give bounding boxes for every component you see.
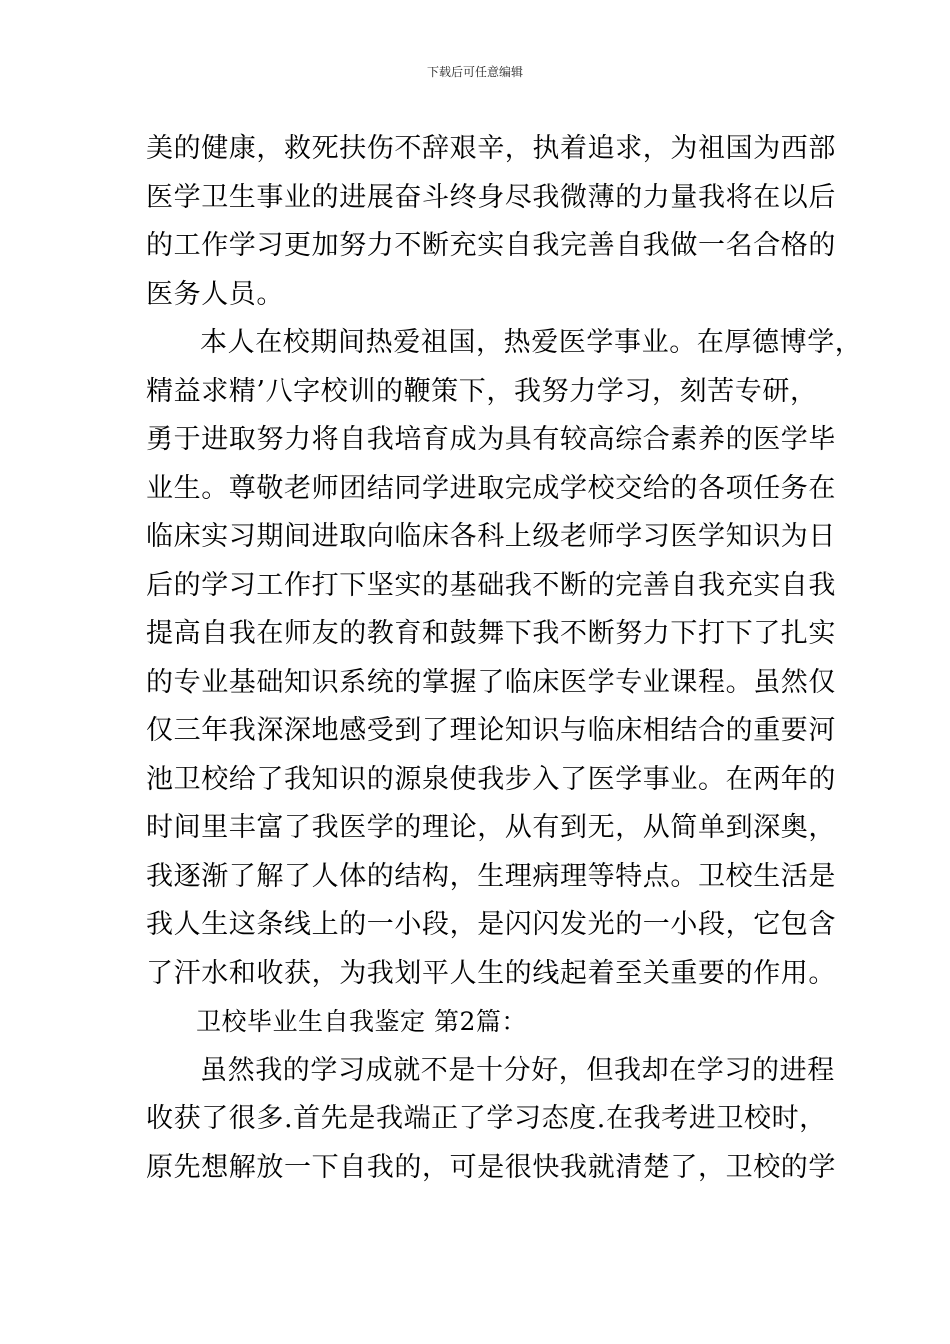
paragraph-line: 业生。尊敬老师团结同学进取完成学校交给的各项任务在	[146, 472, 836, 504]
paragraph-line: 我逐渐了解了人体的结构，生理病理等特点。卫校生活是	[146, 860, 836, 892]
page-header: 下载后可任意编辑	[426, 65, 523, 79]
paragraph-line: 医学卫生事业的进展奋斗终身尽我微薄的力量我将在以后	[146, 181, 836, 213]
section-heading: 卫校毕业生自我鉴定 第2篇：	[196, 1007, 527, 1036]
paragraph-line: 勇于进取努力将自我培育成为具有较高综合素养的医学毕	[146, 424, 836, 455]
paragraph-line: 池卫校给了我知识的源泉使我步入了医学事业。在两年的	[146, 763, 836, 795]
paragraph-line: 提高自我在师友的教育和鼓舞下我不断努力下打下了扎实	[146, 618, 836, 649]
document-body	[146, 125, 863, 1192]
paragraph-line: 的工作学习更加努力不断充实自我完善自我做一名合格的	[146, 230, 836, 261]
paragraph-line: 原先想解放一下自我的，可是很快我就清楚了，卫校的学	[146, 1151, 836, 1183]
paragraph-line: 了汗水和收获，为我划平人生的线起着至关重要的作用。	[146, 957, 836, 989]
paragraph-line: 我人生这条线上的一小段，是闪闪发光的一小段，它包含	[146, 909, 836, 940]
paragraph-line: 临床实习期间进取向临床各科上级老师学习医学知识为日	[146, 521, 836, 552]
paragraph-line: 虽然我的学习成就不是十分好，但我却在学习的进程	[200, 1054, 835, 1086]
paragraph-line: 精益求精’八字校训的鞭策下，我努力学习，刻苦专研，	[146, 375, 818, 407]
paragraph-line: 时间里丰富了我医学的理论，从有到无，从简单到深奥，	[146, 812, 836, 843]
paragraph-line: 仅三年我深深地感受到了理论知识与临床相结合的重要河	[146, 715, 836, 746]
paragraph-line: 收获了很多.首先是我端正了学习态度.在我考进卫校时，	[146, 1103, 827, 1134]
paragraph-line: 美的健康，救死扶伤不辞艰辛，执着追求，为祖国为西部	[146, 133, 836, 164]
paragraph-line: 本人在校期间热爱祖国，热爱医学事业。在厚德博学，	[200, 327, 863, 358]
paragraph-line: 的专业基础知识系统的掌握了临床医学专业课程。虽然仅	[146, 666, 836, 698]
paragraph-line: 后的学习工作打下坚实的基础我不断的完善自我充实自我	[146, 569, 836, 601]
paragraph-line: 医务人员。	[146, 278, 284, 310]
